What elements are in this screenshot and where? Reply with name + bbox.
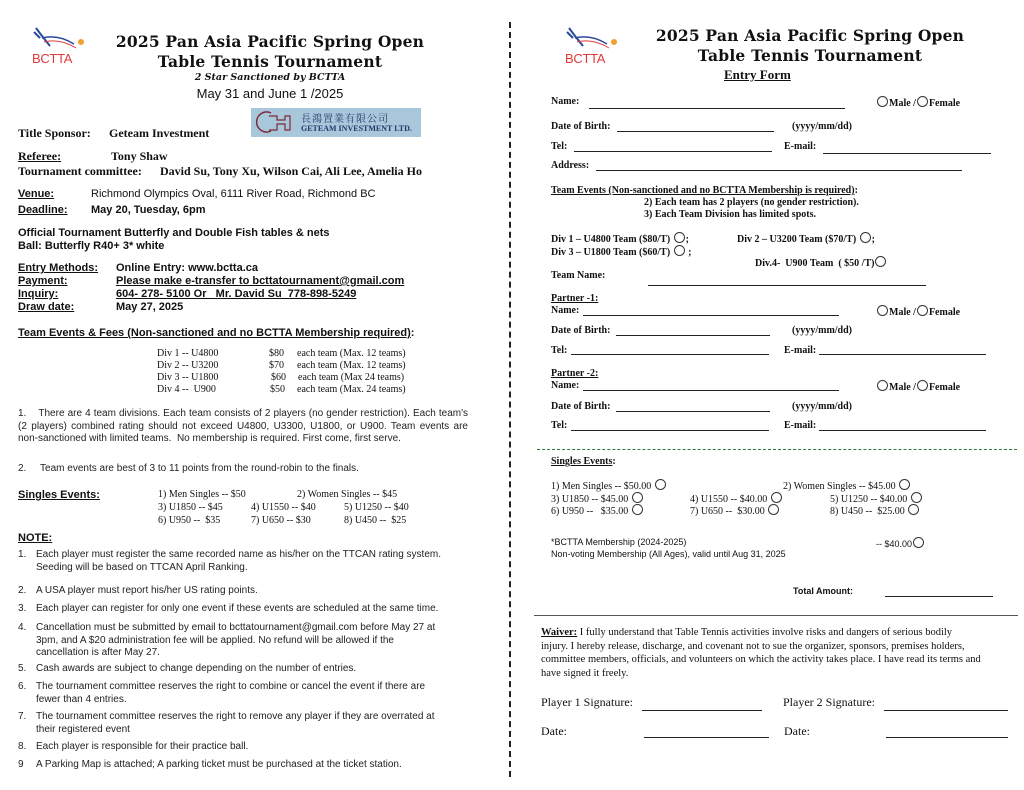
partner1-gender-options [876,305,960,318]
note-text: The tournament committee reserves the right to remove any player if they are overrated at [36,711,435,722]
singles-radio[interactable] [771,492,782,503]
note-text: Cash awards are subject to change depending on the number of entries. [36,663,357,674]
entry-methods-label: Entry Methods: [18,262,99,274]
note-text: A USA player must report his/her US rating points. [36,585,258,596]
waiver-label: Waiver: [541,627,578,638]
singles-option [690,504,780,517]
note-text: Each player is responsible for their practice ball. [36,741,249,752]
partner2-male-radio[interactable] [877,380,888,391]
note-item [18,585,468,598]
player1-signature-field[interactable] [642,710,762,711]
note-number: 8. [18,741,27,752]
membership-line2: Non-voting Membership (All Ages), valid until Aug 31, 2025 [551,549,786,559]
sponsor-english-name: GETEAM INVESTMENT LTD. [301,124,412,133]
paddle-icon [28,24,90,54]
singles-event: 6) U950 -- $35 [158,515,221,526]
sanction-subtitle: 2 Star Sanctioned by BCTTA [194,72,346,83]
partner2-email-label: E-mail: [784,420,817,431]
team-name-field[interactable] [648,285,926,286]
note-heading: NOTE: [18,532,53,544]
singles-event: 5) U1250 -- $40 [344,502,409,513]
male-label: Male / [889,307,916,318]
note-number: 3. [18,603,27,614]
team-fee-amount: $80 [269,348,284,359]
team-fee-note: each team (Max 24 teams) [298,372,405,383]
division-option [740,245,887,280]
address-field[interactable] [596,170,962,171]
deadline-label: Deadline: [18,204,68,216]
note-item [18,603,468,616]
player2-date-label: Date: [784,724,810,738]
note-text-cont: fewer than 4 entries. [36,693,127,705]
waiver-paragraph [541,626,981,680]
partner2-tel-field[interactable] [571,430,769,431]
singles-heading-colon: : [612,456,616,467]
venue-value: Richmond Olympics Oval, 6111 River Road, Richmond BC [91,188,376,200]
partner1-male-radio[interactable] [877,305,888,316]
committee-label: Tournament committee: [18,164,142,178]
singles-option-label: 1) Men Singles -- $50.00 [551,481,652,492]
partner2-email-field[interactable] [819,430,986,431]
gender-options [876,96,960,109]
player2-date-field[interactable] [886,737,1008,738]
division-radio[interactable] [674,245,685,256]
total-amount-field[interactable] [885,596,993,597]
address-label: Address: [551,160,590,171]
singles-option-label: 3) U1850 -- $45.00 [551,494,629,505]
partner1-email-field[interactable] [819,354,986,355]
partner1-label: Partner -1: [551,293,599,304]
division-radio[interactable] [875,256,886,267]
partner2-name-field[interactable] [583,390,839,391]
tournament-title-line1: 2025 Pan Asia Pacific Spring Open [115,32,425,51]
division-suffix: ; [871,234,876,245]
singles-event: 7) U650 -- $30 [251,515,311,526]
singles-option [551,479,667,492]
singles-radio[interactable] [911,492,922,503]
partner2-dob-format: (yyyy/mm/dd) [792,401,852,412]
entry-methods-value: Online Entry: www.bctta.ca [116,262,259,274]
equipment-tables: Official Tournament Butterfly and Double Fish tables & nets [18,227,330,239]
singles-radio[interactable] [632,504,643,515]
singles-option [551,504,644,517]
team-fee-amount: $60 [271,372,286,383]
note-item [18,741,468,754]
partner2-label: Partner -2: [551,368,599,379]
waiver-text: I fully understand that Table Tennis activities involve risks and dangers of serious bodily injury. I hereby release, discharge, and covenant not to sue the organizer, sponsors, premises holders, committee members, officials, and volunteers on which the activity takes place. I have read its terms and have signed it freely. [541,627,981,679]
singles-events-heading: Singles Events: [18,489,100,501]
team-rule-3: 3) Each Team Division has limited spots. [644,209,816,220]
paddle-icon [561,24,623,54]
partner2-dob-label: Date of Birth: [551,401,611,412]
division-suffix: ; [685,247,692,258]
note-number: 4. [18,622,27,633]
payment-label: Payment: [18,275,68,287]
team-fee-note: each team (Max. 24 teams) [297,384,406,395]
division-label: Div 2 – U3200 Team ($70/T) [737,234,857,245]
singles-event: 1) Men Singles -- $50 [158,489,246,500]
sponsor-chinese-name: 長鴻置業有限公司 [301,114,389,125]
tournament-dates: May 31 and June 1 /2025 [196,86,344,101]
partner2-female-radio[interactable] [917,380,928,391]
venue-label: Venue: [18,188,55,200]
team-events-heading-colon: : [854,185,858,196]
email-field[interactable] [823,153,991,154]
tel-label: Tel: [551,141,568,152]
singles-option-label: 4) U1550 -- $40.00 [690,494,768,505]
dob-field[interactable] [617,131,774,132]
player2-signature-label: Player 2 Signature: [783,695,875,709]
waiver-divider [534,615,1018,616]
logo-text: BCTTA [32,51,73,66]
total-amount-label: Total Amount: [793,586,853,596]
note-text: A Parking Map is attached; A parking ticket must be purchased at the ticket station. [36,759,402,770]
singles-event: 4) U1550 -- $40 [251,502,316,513]
partner1-dob-label: Date of Birth: [551,325,611,336]
player1-date-label: Date: [541,724,567,738]
team-fee-amount: $70 [269,360,284,371]
female-radio[interactable] [917,96,928,107]
team-fee-division: Div 4 -- U900 [157,384,216,395]
form-title-line1: 2025 Pan Asia Pacific Spring Open [655,26,965,45]
division-option [737,232,875,245]
membership-fee: -- $40.00 [876,539,913,549]
name-label: Name: [551,96,580,107]
singles-option-label: 8) U450 -- $25.00 [830,506,905,517]
player2-signature-field[interactable] [884,710,1008,711]
team-fee-division: Div 1 -- U4800 [157,348,219,359]
team-events-heading-colon: : [410,327,415,339]
singles-event: 8) U450 -- $25 [344,515,407,526]
note-number: 1. [18,549,27,560]
note-text: The tournament committee reserves the right to combine or cancel the event if there are [36,681,426,692]
note-text-cont: Seeding will be based on TTCAN April Ranking. [36,561,248,573]
note-number: 2. [18,585,27,596]
team-fee-division: Div 3 -- U1800 [157,372,219,383]
singles-event: 2) Women Singles -- $45 [297,489,398,500]
partner1-dob-format: (yyyy/mm/dd) [792,325,852,336]
partner1-tel-label: Tel: [551,345,568,356]
entry-form-title: Entry Form [724,67,791,82]
payment-value[interactable]: Please make e-transfer to bcttatournament@gmail.com [116,275,405,287]
male-radio[interactable] [877,96,888,107]
note-text-cont: their registered event [36,723,130,735]
female-label: Female [928,307,961,318]
team-fee-amount: $50 [270,384,285,395]
partner2-gender-options [876,380,960,393]
section-divider [537,449,1017,450]
team-events-heading-text: Team Events & Fees (Non-sanctioned and no BCTTA Membership required) [18,327,411,339]
membership-option [876,537,925,549]
division-option [551,245,692,258]
draw-date-label: Draw date: [18,301,75,313]
division-suffix: ; [685,234,690,245]
singles-event: 3) U1850 -- $45 [158,502,223,513]
partner2-name-label: Name: [551,380,580,391]
note-number: 6. [18,681,27,692]
equipment-ball: Ball: Butterfly R40+ 3* white [18,240,165,252]
singles-radio[interactable] [908,504,919,515]
singles-radio[interactable] [655,479,666,490]
player1-signature-label: Player 1 Signature: [541,695,633,709]
team-note-1: 1. There are 4 team divisions. Each team consists of 2 players (no gender restriction). Each team's (2 players) combined rating should not exceed U4800, U3300, U1800, or U900. Team events are non-sanctioned with limited teams. No membership is required. First come, first serve. [18,408,471,444]
title-sponsor-label: Title Sponsor: [18,126,91,140]
email-label: E-mail: [784,141,817,152]
inquiry-value: 604- 278- 5100 Or Mr. David Su 778-898-5249 [116,288,357,300]
singles-radio[interactable] [899,479,910,490]
title-sponsor-value: Geteam Investment [109,126,210,140]
membership-radio[interactable] [913,537,924,548]
note-text-cont: 3pm, and A $20 administration fee will be applied. No refund will be allowed if the [36,634,394,646]
partner1-name-field[interactable] [583,315,839,316]
singles-heading-text: Singles Events [551,456,613,467]
team-fee-division: Div 2 -- U3200 [157,360,219,371]
membership-line1: *BCTTA Membership (2024-2025) [551,537,687,547]
partner2-dob-field[interactable] [616,411,770,412]
inquiry-label: Inquiry: [18,288,59,300]
note-item [18,663,468,676]
note-text: Cancellation must be submitted by email to bcttatournament@gmail.com before May 27 at [36,622,436,633]
dob-format: (yyyy/mm/dd) [792,121,852,132]
deadline-value: May 20, Tuesday, 6pm [91,204,206,216]
note-item [18,549,468,574]
form-title-line2: Table Tennis Tournament [697,46,923,65]
logo-text: BCTTA [565,51,606,66]
team-events-heading-text: Team Events (Non-sanctioned and no BCTTA Membership is required) [551,185,855,196]
team-fee-note: each team (Max. 12 teams) [297,360,406,371]
team-note-2: 2. Team events are best of 3 to 11 points from the round-robin to the finals. [18,463,359,474]
singles-option [783,479,911,492]
tournament-title-line2: Table Tennis Tournament [157,52,383,71]
cut-line-vertical [509,22,511,777]
committee-value: David Su, Tony Xu, Wilson Cai, Ali Lee, Amelia Ho [160,164,422,178]
note-item [18,759,468,772]
note-number: 7. [18,711,27,722]
partner1-name-label: Name: [551,305,580,316]
division-radio[interactable] [674,232,685,243]
dob-label: Date of Birth: [551,121,611,132]
division-label: Div 3 – U1800 Team ($60/T) [551,247,671,258]
singles-option-label: 2) Women Singles -- $45.00 [783,481,896,492]
male-label: Male / [889,98,916,109]
singles-heading [551,456,616,467]
note-item [18,681,468,706]
partner1-email-label: E-mail: [784,345,817,356]
name-field[interactable] [589,108,845,109]
division-radio[interactable] [860,232,871,243]
singles-radio[interactable] [768,504,779,515]
division-label: Div 1 – U4800 Team ($80/T) [551,234,671,245]
note-item [18,711,468,736]
note-item [18,622,468,660]
team-rule-2: 2) Each team has 2 players (no gender restriction). [644,197,859,208]
tel-field[interactable] [574,151,772,152]
partner1-dob-field[interactable] [616,335,770,336]
male-label: Male / [889,382,916,393]
division-label: Div.4- U900 Team ( $50 /T) [755,258,875,269]
sponsor-logo [251,108,421,137]
bctta-logo [561,24,623,66]
singles-option [830,504,920,517]
female-label: Female [928,98,961,109]
singles-option-label: 7) U650 -- $30.00 [690,506,765,517]
partner2-tel-label: Tel: [551,420,568,431]
team-name-label: Team Name: [551,270,606,281]
female-label: Female [928,382,961,393]
singles-radio[interactable] [632,492,643,503]
team-events-heading [551,185,858,196]
note-number: 9 [18,759,24,770]
referee-value: Tony Shaw [111,149,168,163]
singles-option-label: 6) U950 -- $35.00 [551,506,629,517]
player1-date-field[interactable] [644,737,769,738]
team-events-heading [18,327,414,339]
note-text-cont: cancellation is after May 27. [36,647,160,658]
singles-option-label: 5) U1250 -- $40.00 [830,494,908,505]
geteam-logo-icon [255,110,293,134]
note-text: Each player can register for only one event if these events are scheduled at the same time. [36,603,439,614]
team-fee-note: each team (Max. 12 teams) [297,348,406,359]
note-number: 5. [18,663,27,674]
partner1-female-radio[interactable] [917,305,928,316]
note-text: Each player must register the same recorded name as his/her on the TTCAN rating system. [36,549,441,560]
partner1-tel-field[interactable] [571,354,769,355]
division-option [551,232,689,245]
bctta-logo [28,24,90,66]
draw-date-value: May 27, 2025 [116,301,184,313]
referee-label: Referee: [18,149,62,163]
